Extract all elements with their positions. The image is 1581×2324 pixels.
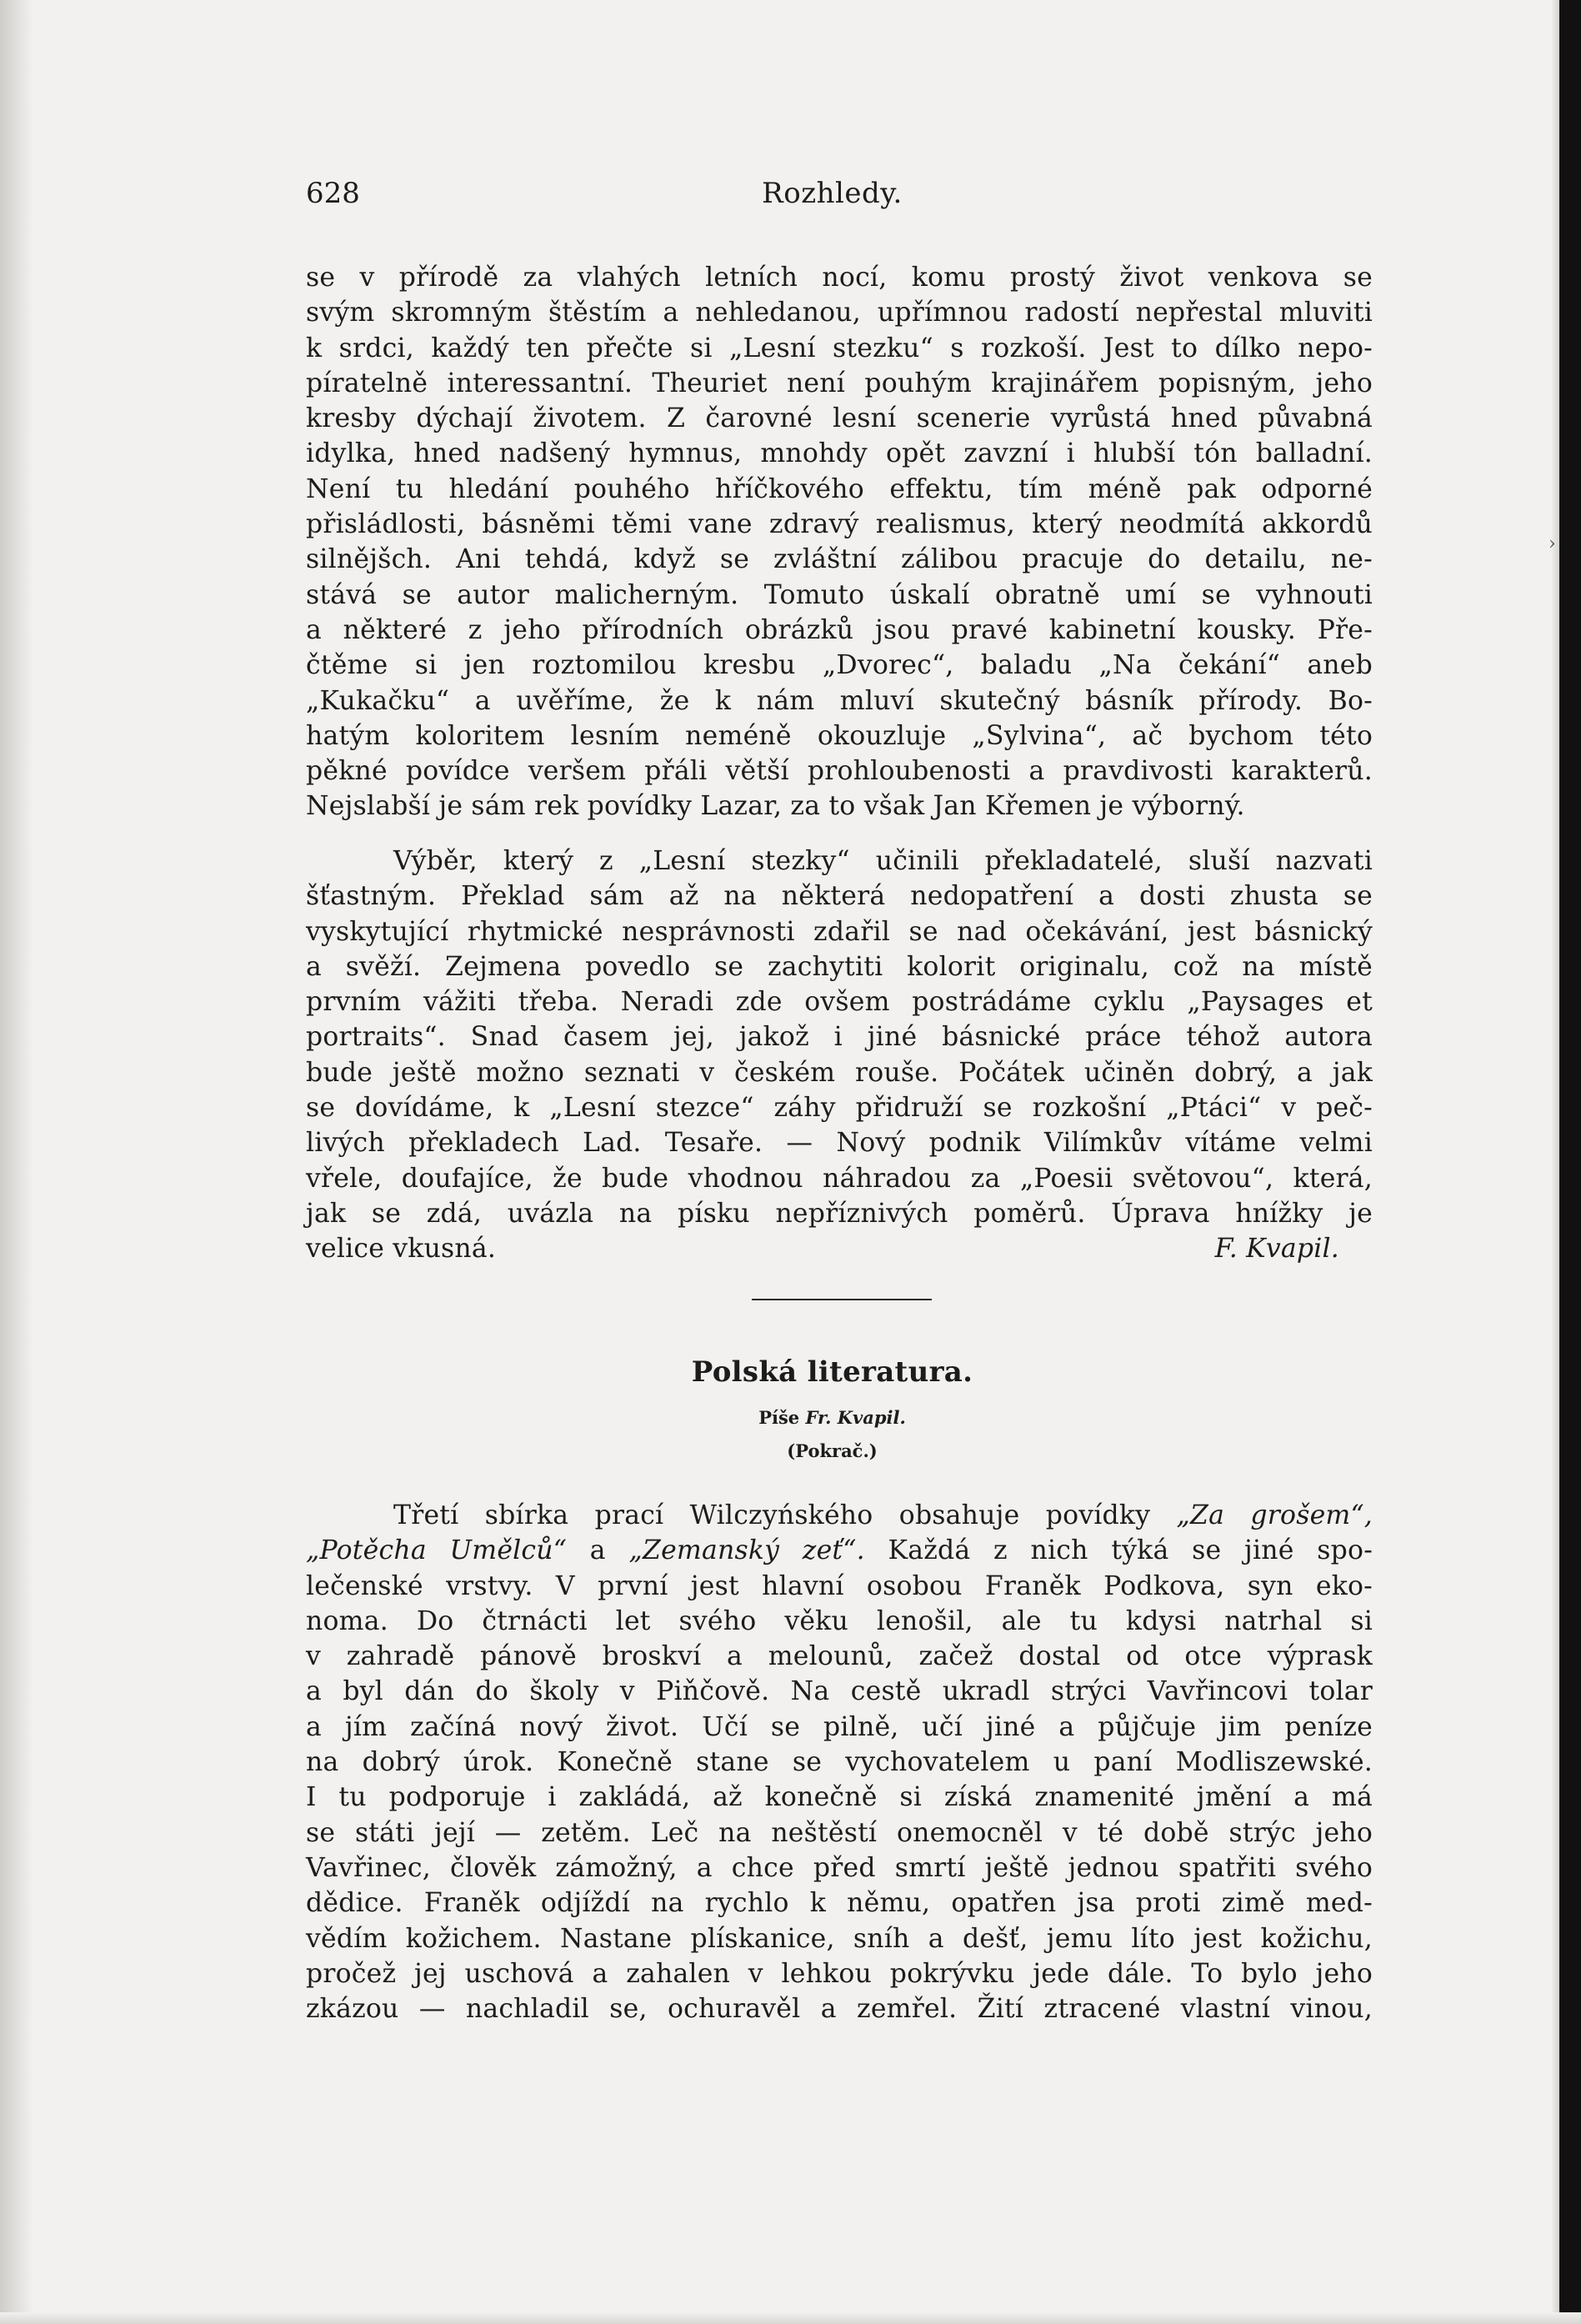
byline-prefix: Píše — [758, 1407, 800, 1428]
byline-author: Fr. Kvapil. — [805, 1407, 906, 1428]
section-divider — [752, 1299, 932, 1300]
text-line: se v přírodě za vlahých letních nocí, komu prostý život venkova se — [306, 263, 1373, 293]
work-title: „Zemanský zeť“. — [628, 1535, 865, 1566]
text-line: Výběr, který z „Lesní stezky“ učinili překladatelé, sluší nazvati — [393, 846, 1373, 876]
text-line: portraits“. Snad časem jej, jakož i jiné básnické práce téhož autora — [306, 1022, 1373, 1053]
text-line: v zahradě pánově broskví a melounů, začež dostal od otce výprask — [306, 1641, 1373, 1672]
text-line: Nejslabší je sám rek povídky Lazar, za to však Jan Křemen je výborný. — [306, 791, 1245, 822]
text-span: velice vkusná. — [306, 1234, 497, 1265]
margin-mark: › — [1548, 533, 1556, 554]
text-line: šťastným. Překlad sám až na některá nedopatření a dosti zhusta se — [306, 881, 1373, 912]
byline — [306, 1407, 1358, 1428]
text-line: pěkné povídce veršem přáli větší prohloubenosti a pravdivosti karakterů. — [306, 756, 1373, 787]
text-line: a jím začíná nový život. Učí se pilně, učí jiné a půjčuje jim peníze — [306, 1711, 1373, 1742]
text-line: se státi její — zetěm. Leč na neštěstí onemocněl v té době strýc jeho — [306, 1817, 1373, 1848]
continuation-note: (Pokrač.) — [787, 1440, 878, 1461]
text-line: „Kukačku“ a uvěříme, že k nám mluví skutečný básník přírody. Bo- — [306, 685, 1373, 716]
text-line: jak se zdá, uvázla na písku nepříznivých poměrů. Úprava hnížky je — [306, 1198, 1373, 1229]
scan-shadow-left — [0, 0, 33, 2324]
article1-paragraph1 — [306, 260, 1373, 824]
text-line — [306, 1533, 1373, 1568]
text-span: a — [589, 1535, 606, 1566]
text-line — [306, 1498, 1373, 1533]
text-line: kresby dýchají životem. Z čarovné lesní scenerie vyrůstá hned půvabná — [306, 403, 1373, 434]
article1-paragraph2 — [306, 844, 1373, 1267]
text-line: čtěme si jen roztomilou kresbu „Dvorec“, baladu „Na čekání“ aneb — [306, 650, 1373, 681]
text-line: prvním vážiti třeba. Neradi zde ovšem postrádáme cyklu „Paysages et — [306, 987, 1373, 1018]
text-span: Každá z nich týká se jiné spo- — [888, 1535, 1373, 1566]
work-title: „Potěcha Umělců“ — [306, 1535, 568, 1566]
paragraph — [306, 844, 1373, 1267]
text-line: noma. Do čtrnácti let svého věku lenošil, ale tu kdysi natrhal si — [306, 1605, 1373, 1636]
paragraph — [306, 260, 1373, 824]
running-title: Rozhledy. — [762, 177, 903, 210]
text-line: vyskytující rhytmické nesprávnosti zdařil se nad očekávání, jest básnický — [306, 916, 1373, 947]
text-line: na dobrý úrok. Konečně stane se vychovatelem u paní Modliszewské. — [306, 1747, 1373, 1778]
text-line: Vavřinec, člověk zámožný, a chce před smrtí ještě jednou spatřiti svého — [306, 1852, 1373, 1883]
text-line: a byl dán do školy v Piňčově. Na cestě ukradl strýci Vavřincovi tolar — [306, 1676, 1373, 1707]
text-line: vřele, doufajíce, že bude vhodnou náhradou za „Poesii světovou“, která, — [306, 1163, 1373, 1194]
text-line: se dovídáme, k „Lesní stezce“ záhy přidruží se rozkošní „Ptáci“ v peč- — [306, 1093, 1373, 1124]
text-line: přisládlosti, básněmi těmi vane zdravý realismus, který neodmítá akkordů — [306, 509, 1373, 540]
paragraph — [306, 1498, 1373, 2026]
text-line: bude ještě možno seznati v českém rouše. Počátek učiněn dobrý, a jak — [306, 1057, 1373, 1088]
text-line: a svěží. Zejmena povedlo se zachytiti kolorit originalu, což na místě — [306, 951, 1373, 982]
text-line: Není tu hledání pouhého hříčkového effektu, tím méně pak odporné — [306, 473, 1373, 504]
section-title: Polská literatura. — [691, 1355, 973, 1389]
scan-shadow-bottom — [0, 2312, 1581, 2324]
text-line: idylka, hned nadšený hymnus, mnohdy opět zavzní i hlubší tón balladní. — [306, 438, 1373, 469]
text-line: I tu podporuje i zakládá, až konečně si získá znamenité jmění a má — [306, 1782, 1373, 1813]
article2-body — [306, 1498, 1373, 2026]
text-line: svým skromným štěstím a nehledanou, upřímnou radostí nepřestal mluviti — [306, 298, 1373, 328]
text-line — [306, 1231, 1373, 1266]
text-line: livých překladech Lad. Tesaře. — Nový podnik Vilímkův vítáme velmi — [306, 1128, 1373, 1159]
running-head — [306, 177, 1358, 218]
page-number: 628 — [306, 177, 360, 210]
scan-shadow-right — [1551, 0, 1559, 2324]
text-line: pročež jej uschová a zahalen v lehkou pokrývku jede dále. To bylo jeho — [306, 1958, 1373, 1989]
text-line: silnějšch. Ani tehdá, když se zvláštní zálibou pracuje do detailu, ne- — [306, 544, 1373, 575]
work-title: „Za grošem“, — [1176, 1500, 1373, 1530]
text-line: a některé z jeho přírodních obrázků jsou pravé kabinetní kousky. Pře- — [306, 614, 1373, 645]
text-line: lečenské vrstvy. V první jest hlavní osobou Franěk Podkova, syn eko- — [306, 1570, 1373, 1601]
text-line: zkázou — nachladil se, ochuravěl a zemřel. Žití ztracené vlastní vinou, — [306, 1994, 1373, 2025]
text-line: k srdci, každý ten přečte si „Lesní stezku“ s rozkoší. Jest to dílko nepo- — [306, 333, 1373, 363]
text-line: dědice. Franěk odjíždí na rychlo k němu, opatřen jsa proti zimě med- — [306, 1888, 1373, 1919]
text-line: píratelně interessantní. Theuriet není pouhým krajinářem popisným, jeho — [306, 368, 1373, 398]
scan-border-right — [1559, 0, 1581, 2324]
text-line: stává se autor malicherným. Tomuto úskalí obratně umí se vyhnouti — [306, 579, 1373, 610]
text-line: vědím kožichem. Nastane plískanice, sníh a dešť, jemu líto jest kožichu, — [306, 1923, 1373, 1954]
text-span: Třetí sbírka prací Wilczyńského obsahuje povídky — [393, 1500, 1151, 1530]
text-line: hatým koloritem lesním neméně okouzluje „Sylvina“, ač bychom této — [306, 720, 1373, 751]
author-signature: F. Kvapil. — [1214, 1234, 1339, 1265]
